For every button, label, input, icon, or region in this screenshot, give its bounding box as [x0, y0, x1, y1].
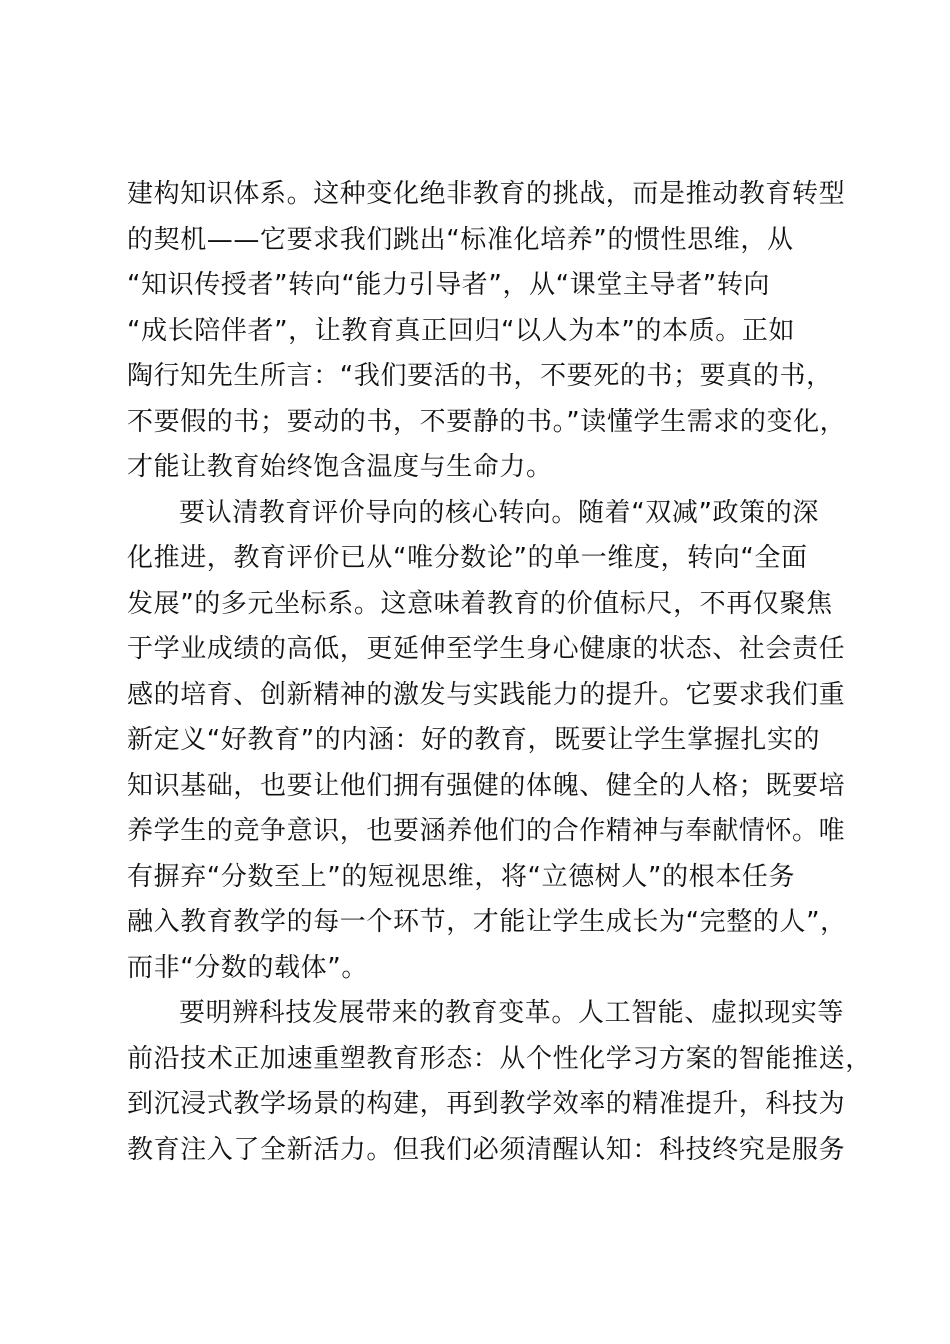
text-line: 建构知识体系。这种变化绝非教育的挑战，而是推动教育转型 [127, 179, 846, 209]
text-line: 到沉浸式教学场景的构建，再到教学效率的精准提升，科技为 [127, 1089, 846, 1119]
text-line: “知识传授者”转向“能力引导者”，从“课堂主导者”转向 [127, 270, 771, 300]
text-line: 有摒弃“分数至上”的短视思维，将“立德树人”的根本任务 [127, 861, 796, 892]
text-line: 教育注入了全新活力。但我们必须清醒认知：科技终究是服务 [127, 1134, 846, 1165]
text-line: 于学业成绩的高低，更延伸至学生身心健康的状态、社会责任 [127, 634, 846, 664]
text-line: 新定义“好教育”的内涵：好的教育，既要让学生掌握扎实的 [127, 725, 821, 755]
text-line: 不要假的书；要动的书，不要静的书。”读懂学生需求的变化， [127, 406, 847, 437]
text-line: 发展”的多元坐标系。这意味着教育的价值标尺，不再仅聚焦 [127, 588, 833, 619]
paragraph-first-line: 要明辨科技发展带来的教育变革。人工智能、虚拟现实等 [179, 998, 845, 1028]
text-line: 陶行知先生所言：“我们要活的书，不要死的书；要真的书， [127, 361, 833, 391]
text-line: 前沿技术正加速重塑教育形态：从个性化学习方案的智能推送， [127, 1043, 872, 1074]
text-line: 化推进，教育评价已从“唯分数论”的单一维度，转向“全面 [127, 543, 808, 573]
text-line: 才能让教育始终饱含温度与生命力。 [127, 452, 553, 482]
text-line: 感的培育、创新精神的激发与实践能力的提升。它要求我们重 [127, 679, 846, 710]
paragraph-first-line: 要认清教育评价导向的核心转向。随着“双减”政策的深 [179, 497, 819, 528]
text-line: 知识基础，也要让他们拥有强健的体魄、健全的人格；既要培 [127, 770, 846, 801]
text-line: 融入教育教学的每一个环节，才能让学生成长为“完整的人”， [127, 907, 847, 937]
text-line: 养学生的竞争意识，也要涵养他们的合作精神与奉献情怀。唯 [127, 816, 846, 846]
text-line: 而非“分数的载体”。 [127, 952, 368, 983]
body-text [127, 172, 872, 1173]
text-line: “成长陪伴者”，让教育真正回归“以人为本”的本质。正如 [127, 315, 796, 346]
text-line: 的契机——它要求我们跳出“标准化培养”的惯性思维，从 [127, 224, 794, 255]
